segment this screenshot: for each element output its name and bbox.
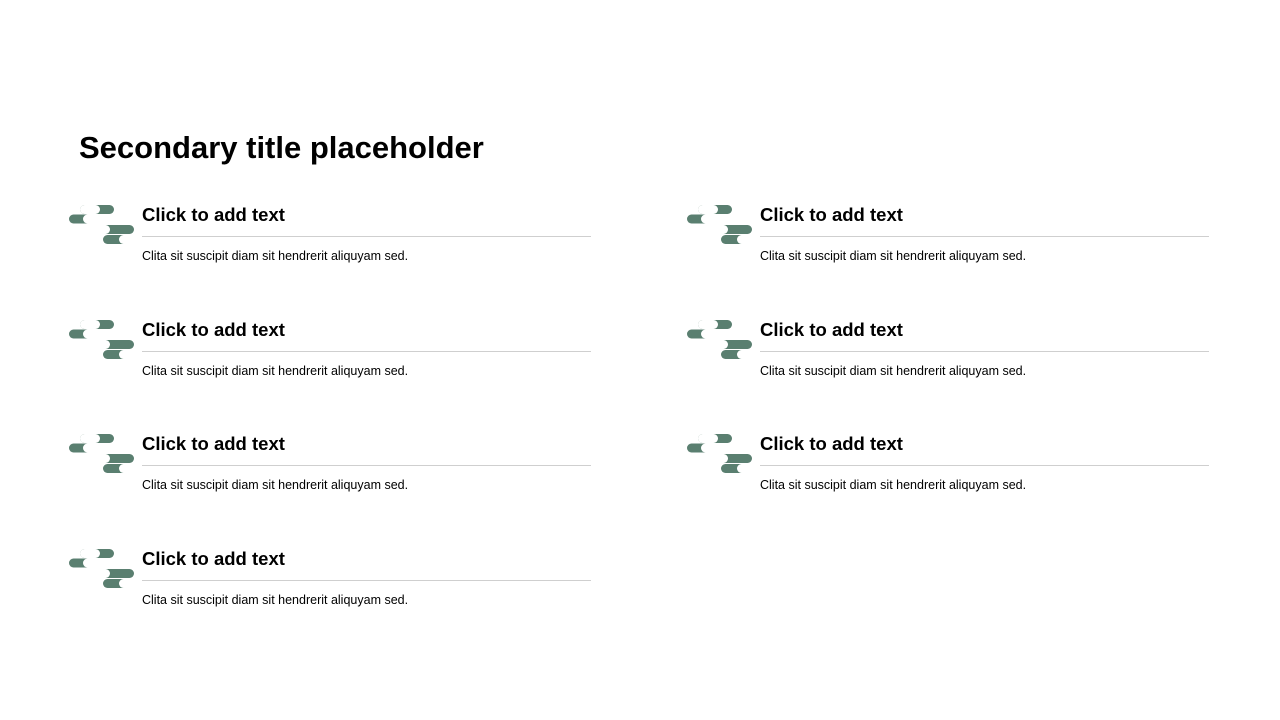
item-text[interactable]: Clita sit suscipit diam sit hendrerit aliquyam sed.	[142, 249, 409, 263]
list-item	[68, 430, 628, 520]
item-heading[interactable]: Click to add text	[142, 433, 285, 454]
divider	[142, 351, 591, 352]
item-heading[interactable]: Click to add text	[760, 433, 903, 454]
item-text[interactable]: Clita sit suscipit diam sit hendrerit aliquyam sed.	[142, 364, 409, 378]
divider	[760, 351, 1209, 352]
item-text[interactable]: Clita sit suscipit diam sit hendrerit aliquyam sed.	[760, 249, 1027, 263]
item-text[interactable]: Clita sit suscipit diam sit hendrerit aliquyam sed.	[142, 478, 409, 492]
list-item	[68, 201, 628, 291]
pill-connector-icon	[686, 319, 754, 359]
pill-connector-icon	[68, 548, 136, 588]
item-heading[interactable]: Click to add text	[142, 319, 285, 340]
list-item	[686, 316, 1246, 406]
divider	[142, 236, 591, 237]
item-heading[interactable]: Click to add text	[760, 204, 903, 225]
pill-connector-icon	[68, 433, 136, 473]
list-item	[68, 545, 628, 635]
item-text[interactable]: Clita sit suscipit diam sit hendrerit aliquyam sed.	[760, 364, 1027, 378]
pill-connector-icon	[686, 204, 754, 244]
pill-connector-icon	[686, 433, 754, 473]
item-text[interactable]: Clita sit suscipit diam sit hendrerit aliquyam sed.	[760, 478, 1027, 492]
item-heading[interactable]: Click to add text	[142, 548, 285, 569]
item-text[interactable]: Clita sit suscipit diam sit hendrerit aliquyam sed.	[142, 593, 409, 607]
pill-connector-icon	[68, 204, 136, 244]
divider	[142, 465, 591, 466]
divider	[142, 580, 591, 581]
item-heading[interactable]: Click to add text	[142, 204, 285, 225]
pill-connector-icon	[68, 319, 136, 359]
divider	[760, 465, 1209, 466]
list-item	[686, 430, 1246, 520]
list-item	[686, 201, 1246, 291]
slide-title[interactable]: Secondary title placeholder	[79, 130, 484, 165]
list-item	[68, 316, 628, 406]
item-heading[interactable]: Click to add text	[760, 319, 903, 340]
divider	[760, 236, 1209, 237]
